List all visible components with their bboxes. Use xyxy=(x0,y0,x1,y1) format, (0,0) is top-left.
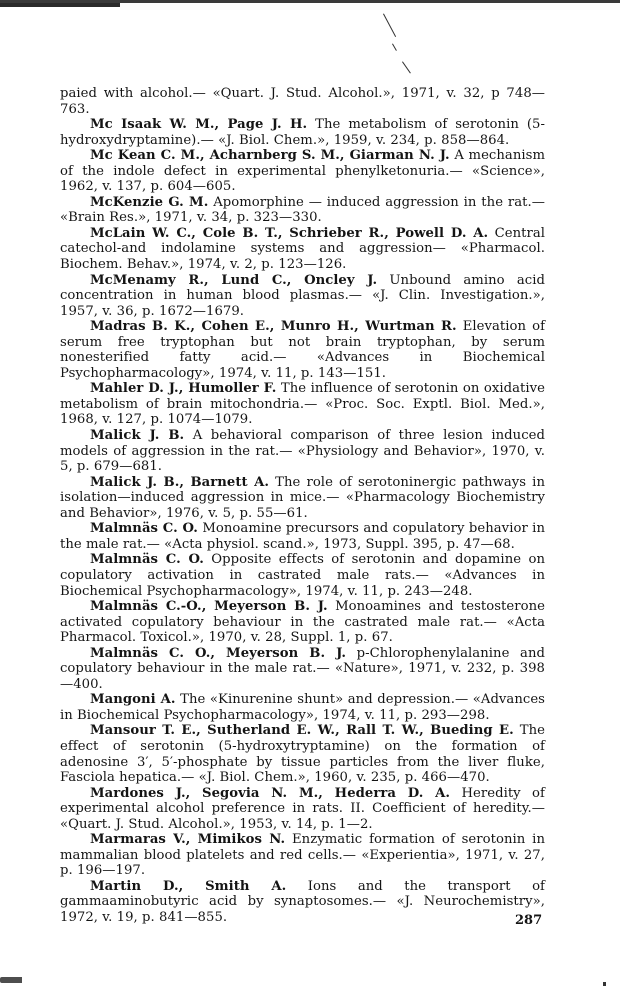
reference-text: The effect of serotonin (5-hydroxytryptamine) on the formation of adenosine 3′, 5′-phosphate by tissue particles from the liver fluke, Fasciola hepatica.— «J. Biol. Chem.», 1960, v. 235, p. 466—470. xyxy=(60,723,545,786)
scan-smudge xyxy=(0,977,40,983)
reference-authors: Malmnäs C. O., Meyerson B. J. xyxy=(90,645,347,661)
reference-authors: Malmnäs C. O. xyxy=(90,521,198,537)
reference-entry xyxy=(60,117,545,148)
reference-text: p-Chlorophenylalanine and copulatory behaviour in the male rat.— «Nature», 1971, v. 232, p. 398—400. xyxy=(60,645,545,692)
reference-authors: Marmaras V., Mimikos N. xyxy=(90,832,286,848)
reference-entry xyxy=(60,832,545,879)
reference-entry xyxy=(60,723,545,785)
top-border-rule xyxy=(0,0,620,10)
scan-dot xyxy=(603,982,606,986)
reference-entry xyxy=(60,879,545,926)
reference-authors: McKenzie G. M. xyxy=(90,194,209,210)
reference-authors: Mc Kean C. M., Acharnberg S. M., Giarman N. J. xyxy=(90,148,450,164)
reference-authors: Madras B. K., Cohen E., Munro H., Wurtman R. xyxy=(90,319,457,335)
reference-text: The metabolism of serotonin (5-hydroxydryptamine).— «J. Biol. Chem.», 1959, v. 234, p. 858—864. xyxy=(60,117,545,148)
reference-text: paied with alcohol.— «Quart. J. Stud. Alcohol.», 1971, v. 32, p 748—763. xyxy=(60,86,545,117)
reference-text: A mechanism of the indole defect in experimental phenylketonuria.— «Science», 1962, v. 137, p. 604—605. xyxy=(60,148,546,195)
reference-authors: McLain W. C., Cole B. T., Schrieber R., Powell D. A. xyxy=(90,225,489,241)
reference-text: The «Kinurenine shunt» and depression.— «Advances in Biochemical Psychopharmacology», 1974, v. 11, p. 293—298. xyxy=(60,692,545,723)
reference-text: Unbound amino acid concentration in human blood plasmas.— «J. Clin. Investigation.», 1957, v. 36, p. 1672—1679. xyxy=(60,272,545,319)
reference-authors: Malick J. B. xyxy=(90,428,185,444)
reference-entry xyxy=(60,86,545,117)
reference-authors: Mc Isaak W. M., Page J. H. xyxy=(90,117,308,133)
reference-entry xyxy=(60,552,545,599)
reference-authors: Malmnäs C.-O., Meyerson B. J. xyxy=(90,599,328,615)
reference-entry xyxy=(60,428,545,475)
reference-entry xyxy=(60,521,545,552)
reference-entry xyxy=(60,599,545,646)
scan-mark xyxy=(383,14,396,37)
reference-text: Central catechol-and indolamine systems and aggression— «Pharmacol. Biochem. Behav.», 1974, v. 2, p. 123—126. xyxy=(60,225,545,273)
reference-authors: Mardones J., Segovia N. M., Hederra D. A. xyxy=(90,785,451,801)
reference-entry xyxy=(60,195,545,226)
reference-text: Opposite effects of serotonin and dopamine on copulatory activation in castrated male rats.— «Advances in Biochemical Psychopharmacology», 1974, v. 11, p. 243—248. xyxy=(60,552,545,599)
reference-authors: Mangoni A. xyxy=(90,692,176,708)
reference-entry xyxy=(60,692,545,723)
reference-entry xyxy=(60,646,545,693)
reference-entry xyxy=(60,273,545,320)
reference-text: A behavioral comparison of three lesion induced models of aggression in the rat.— «Physiology and Behavior», 1970, v. 5, p. 679—681. xyxy=(60,428,545,475)
scan-mark xyxy=(392,44,397,51)
scan-mark xyxy=(402,61,411,73)
reference-authors: Mansour T. E., Sutherland E. W., Rall T. W., Bueding E. xyxy=(90,723,514,739)
reference-authors: McMenamy R., Lund C., Oncley J. xyxy=(90,272,378,288)
reference-text: Heredity of experimental alcohol preference in rats. II. Coefficient of heredity.— «Quart. J. Stud. Alcohol.», 1953, v. 14, p. 1—2. xyxy=(60,785,545,832)
page-number: 287 xyxy=(515,913,543,928)
reference-entry xyxy=(60,381,545,428)
reference-text: Apomorphine — induced aggression in the rat.— «Brain Res.», 1971, v. 34, p. 323—330. xyxy=(60,194,546,226)
reference-entry xyxy=(60,319,545,381)
reference-text: Ions and the transport of gammaaminobutyric acid by synaptosomes.— «J. Neurochemistry», 1972, v. 19, p. 841—855. xyxy=(60,878,545,925)
reference-entry xyxy=(60,226,545,273)
reference-text: Monoamine precursors and copulatory behavior in the male rat.— «Acta physiol. scand.», 1973, Suppl. 395, p. 47—68. xyxy=(60,521,545,552)
reference-entry xyxy=(60,475,545,522)
reference-authors: Martin D., Smith A. xyxy=(90,878,287,894)
reference-authors: Malick J. B., Barnett A. xyxy=(90,474,270,490)
reference-authors: Malmnäs C. O. xyxy=(90,552,204,568)
reference-entry xyxy=(60,148,545,195)
reference-text: The role of serotoninergic pathways in isolation—induced aggression in mice.— «Pharmacology Biochemistry and Behavior», 1976, v. 5, p. 55—61. xyxy=(60,474,545,521)
reference-text: Elevation of serum free tryptophan but not brain tryptophan, by serum nonesterified fatty acid.— «Advances in Biochemical Psychopharmacology», 1974, v. 11, p. 143—151. xyxy=(60,319,546,381)
reference-text: Monoamines and testosterone activated copulatory behaviour in the castrated male rat.— «Acta Pharmacol. Toxicol.», 1970, v. 28, Suppl. 1, p. 67. xyxy=(60,599,545,646)
reference-list xyxy=(60,86,545,926)
reference-entry xyxy=(60,786,545,833)
reference-text: The influence of serotonin on oxidative metabolism of brain mitochondria.— «Proc. Soc. Exptl. Biol. Med.», 1968, v. 127, p. 1074—1079. xyxy=(60,381,545,428)
reference-authors: Mahler D. J., Humoller F. xyxy=(90,381,277,397)
reference-text: Enzymatic formation of serotonin in mammalian blood platelets and red cells.— «Experientia», 1971, v. 27, p. 196—197. xyxy=(60,832,545,879)
